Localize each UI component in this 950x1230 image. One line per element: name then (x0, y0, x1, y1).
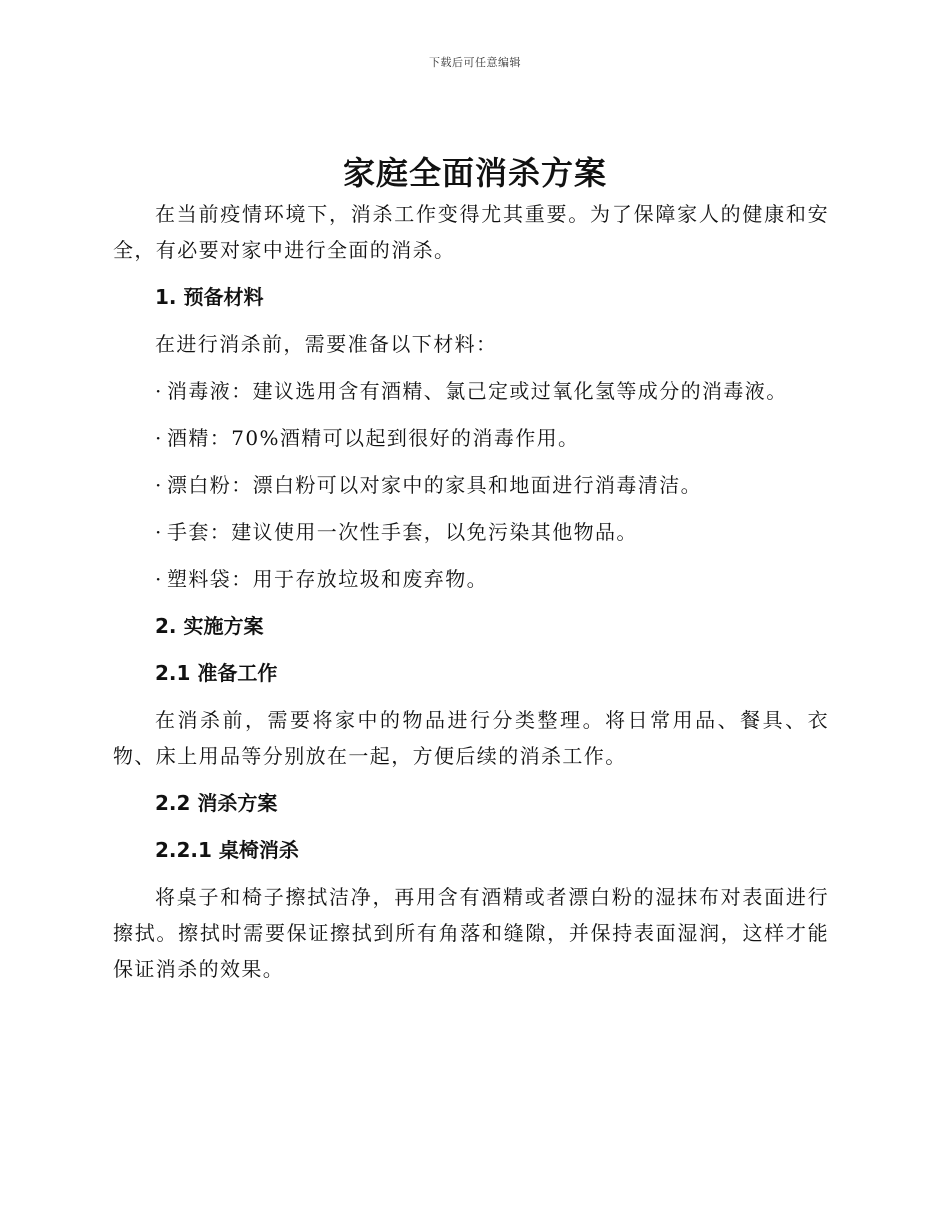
section-1-lead: 在进行消杀前，需要准备以下材料： (155, 332, 498, 356)
list-item (113, 514, 829, 550)
list-item (113, 373, 829, 409)
bullet-mark: · (155, 567, 163, 591)
list-item-text: 漂白粉：漂白粉可以对家中的家具和地面进行消毒清洁。 (167, 473, 702, 497)
intro-paragraph: 在当前疫情环境下，消杀工作变得尤其重要。为了保障家人的健康和安全，有必要对家中进行全面的消杀。 (113, 202, 829, 262)
bullet-mark: · (155, 473, 163, 497)
section-2-2-1-heading: 2.2.1 桌椅消杀 (155, 838, 299, 862)
section-2-1-heading: 2.1 准备工作 (155, 661, 278, 685)
list-item-text: 消毒液：建议选用含有酒精、氯己定或过氧化氢等成分的消毒液。 (167, 379, 788, 403)
section-2-1-paragraph: 在消杀前，需要将家中的物品进行分类整理。将日常用品、餐具、衣物、床上用品等分别放在一起，方便后续的消杀工作。 (113, 708, 829, 768)
section-2-heading: 2. 实施方案 (155, 614, 264, 638)
bullet-mark: · (155, 426, 163, 450)
header-note: 下载后可任意编辑 (429, 56, 521, 69)
section-1-heading: 1. 预备材料 (155, 285, 264, 309)
document-body (113, 196, 829, 998)
list-item-text: 手套：建议使用一次性手套，以免污染其他物品。 (167, 520, 638, 544)
bullet-mark: · (155, 379, 163, 403)
section-2-2-1-paragraph: 将桌子和椅子擦拭洁净，再用含有酒精或者漂白粉的湿抹布对表面进行擦拭。擦拭时需要保证擦拭到所有角落和缝隙，并保持表面湿润，这样才能保证消杀的效果。 (113, 885, 829, 981)
list-item-text: 酒精：70%酒精可以起到很好的消毒作用。 (167, 426, 580, 450)
list-item (113, 561, 829, 597)
list-item (113, 420, 829, 456)
document-title: 家庭全面消杀方案 (342, 154, 607, 192)
list-item (113, 467, 829, 503)
list-item-text: 塑料袋：用于存放垃圾和废弃物。 (167, 567, 488, 591)
bullet-mark: · (155, 520, 163, 544)
section-2-2-heading: 2.2 消杀方案 (155, 791, 278, 815)
